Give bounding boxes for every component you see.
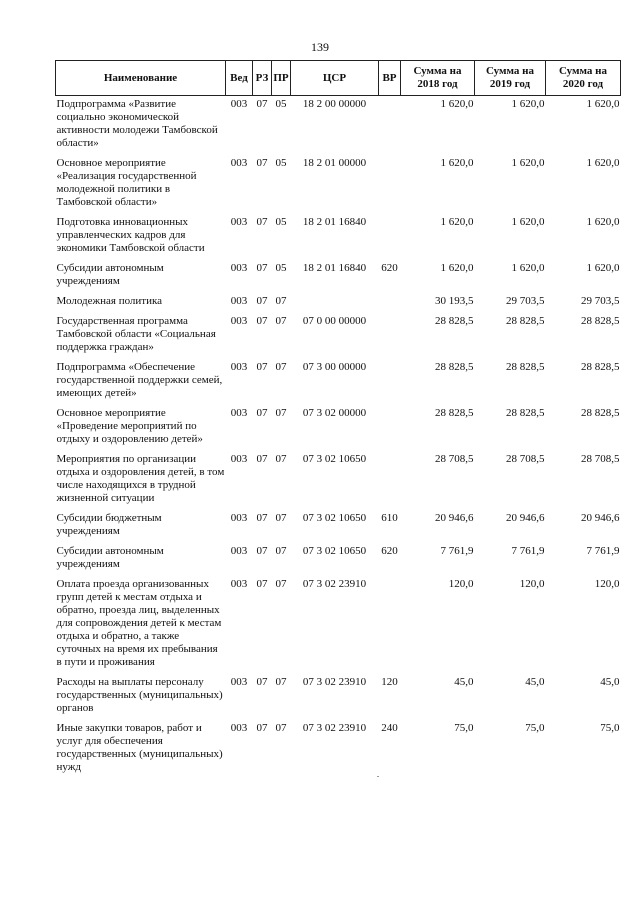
cell-csr: 07 3 02 10650 <box>302 453 367 465</box>
cell-sum-2020: 20 946,6 <box>581 512 620 524</box>
cell-name: Иные закупки товаров, работ и услуг для обеспечения государственных (муниципальных) нужд <box>56 722 223 773</box>
cell-sum-2018: 20 946,6 <box>435 512 474 524</box>
cell-csr: 18 2 00 00000 <box>302 98 367 110</box>
cell-csr <box>291 293 379 313</box>
cell-sum-2020: 28 828,5 <box>581 315 620 327</box>
cell-vr <box>379 155 401 214</box>
cell-name: Основное мероприятие «Реализация государственной молодежной политики в Тамбовской области» <box>56 157 197 208</box>
table-row <box>56 293 621 313</box>
cell-sum-2020: 7 761,9 <box>586 545 620 557</box>
cell-name: Подпрограмма «Развитие социально экономической активности молодежи Тамбовской области» <box>56 98 218 149</box>
cell-csr: 18 2 01 00000 <box>302 157 367 169</box>
cell-sum-2018: 28 828,5 <box>435 361 474 373</box>
cell-vr <box>379 359 401 405</box>
header-csr: ЦСР <box>291 61 379 96</box>
cell-ved: 003 <box>230 512 248 524</box>
cell-vr: 620 <box>381 545 398 557</box>
table-header <box>56 61 621 96</box>
cell-rz: 07 <box>256 262 268 274</box>
cell-csr: 07 3 02 23910 <box>302 722 367 734</box>
cell-sum-2019: 20 946,6 <box>506 512 545 524</box>
cell-csr: 07 3 02 23910 <box>302 676 367 688</box>
table-row <box>56 405 621 451</box>
cell-vr <box>379 576 401 674</box>
cell-pr: 07 <box>275 295 287 307</box>
table-body <box>56 96 621 780</box>
header-name: Наименование <box>56 61 226 96</box>
cell-pr: 05 <box>275 216 287 228</box>
cell-pr: 07 <box>275 361 287 373</box>
cell-sum-2018: 7 761,9 <box>440 545 474 557</box>
cell-sum-2019: 29 703,5 <box>506 295 545 307</box>
table-row <box>56 674 621 720</box>
cell-sum-2020: 29 703,5 <box>581 295 620 307</box>
cell-pr: 05 <box>275 98 287 110</box>
cell-sum-2019: 28 828,5 <box>506 315 545 327</box>
cell-vr: 240 <box>381 722 398 734</box>
table-row <box>56 510 621 543</box>
cell-pr: 07 <box>275 315 287 327</box>
cell-csr: 07 3 02 10650 <box>302 545 367 557</box>
cell-rz: 07 <box>256 361 268 373</box>
cell-rz: 07 <box>256 216 268 228</box>
cell-ved: 003 <box>230 407 248 419</box>
cell-ved: 003 <box>230 453 248 465</box>
cell-sum-2018: 1 620,0 <box>440 98 474 110</box>
cell-vr: 620 <box>381 262 398 274</box>
cell-csr: 18 2 01 16840 <box>302 216 367 228</box>
cell-rz: 07 <box>256 315 268 327</box>
table-row <box>56 543 621 576</box>
cell-sum-2019: 1 620,0 <box>511 157 545 169</box>
cell-vr <box>379 451 401 510</box>
cell-sum-2018: 1 620,0 <box>440 216 474 228</box>
cell-csr: 07 3 02 23910 <box>302 578 367 590</box>
cell-rz: 07 <box>256 453 268 465</box>
cell-pr: 07 <box>275 578 287 590</box>
cell-sum-2018: 120,0 <box>448 578 474 590</box>
cell-name: Субсидии бюджетным учреждениям <box>56 512 162 537</box>
scan-speck <box>377 776 379 777</box>
cell-name: Субсидии автономным учреждениям <box>56 545 164 570</box>
header-sum-2019: Сумма на 2019 год <box>475 61 546 96</box>
cell-rz: 07 <box>256 98 268 110</box>
cell-pr: 07 <box>275 453 287 465</box>
cell-rz: 07 <box>256 578 268 590</box>
cell-name: Основное мероприятие «Проведение мероприятий по отдыху и оздоровлению детей» <box>56 407 203 445</box>
cell-sum-2020: 1 620,0 <box>586 98 620 110</box>
cell-csr: 07 0 00 00000 <box>302 315 367 327</box>
cell-name: Мероприятия по организации отдыха и оздоровления детей, в том числе находящихся в трудной жизненной ситуации <box>56 453 225 504</box>
budget-table <box>55 60 621 779</box>
cell-vr <box>379 293 401 313</box>
cell-sum-2019: 120,0 <box>519 578 545 590</box>
cell-ved: 003 <box>230 545 248 557</box>
cell-ved: 003 <box>230 216 248 228</box>
cell-sum-2019: 1 620,0 <box>511 216 545 228</box>
cell-sum-2019: 28 828,5 <box>506 361 545 373</box>
cell-sum-2019: 28 708,5 <box>506 453 545 465</box>
header-vr: ВР <box>379 61 401 96</box>
cell-sum-2018: 28 828,5 <box>435 407 474 419</box>
cell-sum-2019: 7 761,9 <box>511 545 545 557</box>
table-row <box>56 214 621 260</box>
cell-sum-2018: 1 620,0 <box>440 262 474 274</box>
cell-csr: 18 2 01 16840 <box>302 262 367 274</box>
table-row <box>56 451 621 510</box>
cell-vr <box>379 96 401 156</box>
cell-sum-2020: 1 620,0 <box>586 216 620 228</box>
cell-vr <box>379 405 401 451</box>
cell-pr: 07 <box>275 512 287 524</box>
cell-sum-2019: 1 620,0 <box>511 98 545 110</box>
cell-pr: 07 <box>275 545 287 557</box>
header-sum-2018: Сумма на 2018 год <box>401 61 475 96</box>
cell-name: Подпрограмма «Обеспечение государственной поддержки семей, имеющих детей» <box>56 361 223 399</box>
cell-ved: 003 <box>230 98 248 110</box>
cell-vr <box>379 214 401 260</box>
cell-sum-2018: 28 708,5 <box>435 453 474 465</box>
cell-vr <box>379 313 401 359</box>
cell-sum-2020: 1 620,0 <box>586 157 620 169</box>
cell-sum-2019: 28 828,5 <box>506 407 545 419</box>
page-number: 139 <box>311 40 329 54</box>
cell-sum-2018: 28 828,5 <box>435 315 474 327</box>
cell-ved: 003 <box>230 361 248 373</box>
cell-rz: 07 <box>256 545 268 557</box>
cell-csr: 07 3 02 00000 <box>302 407 367 419</box>
cell-ved: 003 <box>230 262 248 274</box>
cell-ved: 003 <box>230 722 248 734</box>
header-ved: Вед <box>226 61 253 96</box>
cell-ved: 003 <box>230 676 248 688</box>
cell-sum-2018: 75,0 <box>454 722 474 734</box>
cell-vr: 610 <box>381 512 398 524</box>
cell-sum-2020: 75,0 <box>600 722 620 734</box>
cell-ved: 003 <box>230 578 248 590</box>
cell-sum-2018: 1 620,0 <box>440 157 474 169</box>
header-sum-2020: Сумма на 2020 год <box>546 61 621 96</box>
cell-sum-2019: 75,0 <box>525 722 545 734</box>
cell-pr: 07 <box>275 676 287 688</box>
cell-pr: 07 <box>275 722 287 734</box>
cell-name: Подготовка инновационных управленческих кадров для экономики Тамбовской области <box>56 216 205 254</box>
cell-csr: 07 3 02 10650 <box>302 512 367 524</box>
table-row <box>56 359 621 405</box>
header-rz: РЗ <box>253 61 272 96</box>
table-row <box>56 260 621 293</box>
table-row <box>56 313 621 359</box>
table-row <box>56 155 621 214</box>
table-row <box>56 96 621 156</box>
cell-sum-2020: 120,0 <box>594 578 620 590</box>
cell-sum-2020: 28 708,5 <box>581 453 620 465</box>
cell-csr: 07 3 00 00000 <box>302 361 367 373</box>
cell-sum-2020: 28 828,5 <box>581 407 620 419</box>
cell-rz: 07 <box>256 407 268 419</box>
cell-sum-2020: 28 828,5 <box>581 361 620 373</box>
cell-ved: 003 <box>230 157 248 169</box>
cell-sum-2020: 1 620,0 <box>586 262 620 274</box>
cell-sum-2020: 45,0 <box>600 676 620 688</box>
cell-name: Государственная программа Тамбовской области «Социальная поддержка граждан» <box>56 315 216 353</box>
cell-rz: 07 <box>256 512 268 524</box>
cell-name: Оплата проезда организованных групп детей к местам отдыха и обратно, проезда лиц, выделенных для сопровождения детей к местам отдыха и обратно, а также суточных на время их пребывания в пути и проживания <box>56 578 222 668</box>
cell-ved: 003 <box>230 295 248 307</box>
cell-pr: 05 <box>275 157 287 169</box>
cell-name: Расходы на выплаты персоналу государственных (муниципальных) органов <box>56 676 223 714</box>
cell-sum-2018: 30 193,5 <box>435 295 474 307</box>
cell-pr: 07 <box>275 407 287 419</box>
cell-sum-2018: 45,0 <box>454 676 474 688</box>
table-row <box>56 576 621 674</box>
cell-vr: 120 <box>381 676 398 688</box>
header-pr: ПР <box>272 61 291 96</box>
cell-name: Молодежная политика <box>56 295 163 307</box>
table-row <box>56 720 621 779</box>
cell-ved: 003 <box>230 315 248 327</box>
cell-rz: 07 <box>256 722 268 734</box>
cell-pr: 05 <box>275 262 287 274</box>
cell-rz: 07 <box>256 157 268 169</box>
cell-name: Субсидии автономным учреждениям <box>56 262 164 287</box>
cell-sum-2019: 1 620,0 <box>511 262 545 274</box>
cell-rz: 07 <box>256 295 268 307</box>
cell-rz: 07 <box>256 676 268 688</box>
cell-sum-2019: 45,0 <box>525 676 545 688</box>
